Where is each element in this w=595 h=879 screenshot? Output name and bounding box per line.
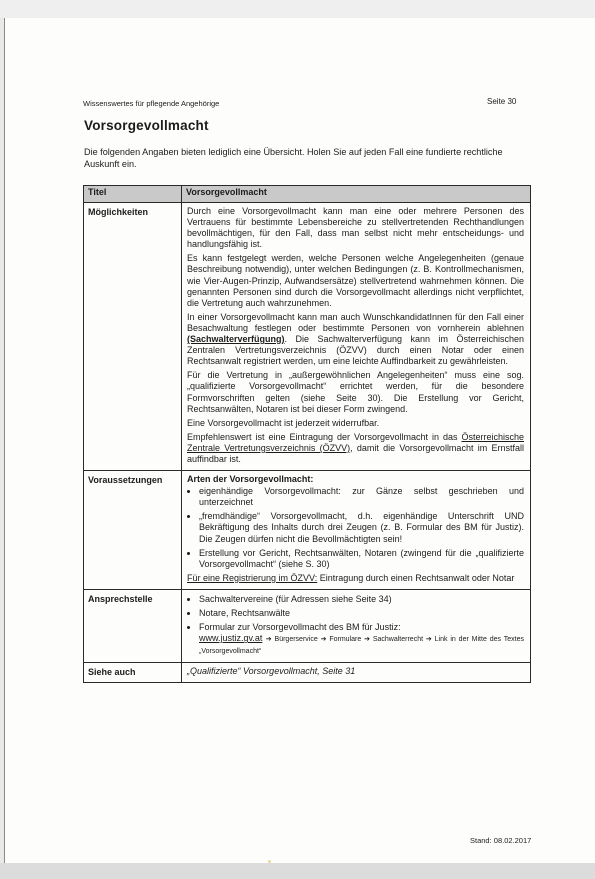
scan-spot xyxy=(268,860,271,863)
text-span: . Die Sachwalterverfügung kann im Österreichischen Zentralen Vertretungsverzeichnis (ÖZVV) durch einen Notar oder einen Rechtsanwalt registriert werden, um eine leichte Auffindbarkeit zu gewährleisten. xyxy=(187,334,524,367)
row-label-ansprechstelle: Ansprechstelle xyxy=(84,589,182,662)
scan-bottom-edge xyxy=(0,863,595,879)
text-span: , damit die Vorsorgevollmacht im Ernstfall auffindbar ist. xyxy=(187,442,524,464)
list-item xyxy=(199,622,524,657)
paragraph xyxy=(187,432,524,465)
running-header: Wissenswertes für pflegende Angehörige xyxy=(83,99,220,108)
text-span: In einer Vorsorgevollmacht kann man auch WunschkandidatInnen für den Fall einer Besachwaltung festlegen oder bestimmte Personen von vornherein ablehnen xyxy=(187,311,524,333)
table-row xyxy=(84,471,531,590)
text-span: Empfehlenswert ist eine Eintragung der Vorsorgevollmacht in das xyxy=(187,431,462,442)
paragraph: Durch eine Vorsorgevollmacht kann man eine oder mehrere Personen des Vertrauens für bestimmte Lebensbereiche zu stellvertretenden Rechthandlungen bevollmächtigen, für den Fall, dass man selbst nicht mehr entscheidungs- und handlungsfähig ist. xyxy=(187,206,524,250)
list-item: • „fremdhändige“ Vorsorgevollmacht, d.h. eigenhändige Unterschrift UND Bekräftigung des Inhalts durch drei Zeugen (z. B. Formular des BM für Justiz). Die Zeugen dürfen nicht die Bevollmächtigten sein! xyxy=(199,511,524,544)
list-item: • Erstellung vor Gericht, Rechtsanwälten, Notaren (zwingend für die „qualifizierte Vorsorgevollmacht“ (siehe S. 30) xyxy=(199,548,524,570)
paragraph: Eine Vorsorgevollmacht ist jederzeit widerrufbar. xyxy=(187,417,380,428)
justiz-link[interactable]: www.justiz.gv.at xyxy=(199,633,263,644)
list-item: • Notare, Rechtsanwälte xyxy=(199,608,524,619)
scan-top-edge xyxy=(0,0,595,18)
list-item: • Sachwaltervereine (für Adressen siehe Seite 34) xyxy=(199,594,524,605)
column-header-vorsorgevollmacht: Vorsorgevollmacht xyxy=(182,186,531,203)
navigation-path: ➔ Bürgerservice ➔ Formulare ➔ Sachwalterrecht ➔ Link in der Mitte des Textes „Vorsorgevollmacht“ xyxy=(199,636,524,656)
bullet-list xyxy=(187,594,524,657)
row-label-moeglichkeiten: Möglichkeiten xyxy=(84,203,182,471)
page-title: Vorsorgevollmacht xyxy=(84,118,209,133)
row-content-siehe-auch: „Qualifizierte“ Vorsorgevollmacht, Seite 31 xyxy=(182,663,531,683)
intro-text: Die folgenden Angaben bieten lediglich eine Übersicht. Holen Sie auf jeden Fall eine fundierte rechtliche Auskunft ein. xyxy=(84,147,503,169)
date-stamp: Stand: 08.02.2017 xyxy=(470,836,532,845)
table-row xyxy=(84,203,531,471)
row-label-voraussetzungen: Voraussetzungen xyxy=(84,471,182,590)
paragraph xyxy=(187,312,524,367)
row-content-voraussetzungen xyxy=(182,471,531,590)
paragraph xyxy=(187,573,524,584)
row-content-ansprechstelle xyxy=(182,589,531,662)
row-label-siehe-auch: Siehe auch xyxy=(84,663,182,683)
oezvv-link[interactable]: Österreichische Zentrale Vertretungsverzeichnis (ÖZVV) xyxy=(187,431,524,453)
paragraph: Es kann festgelegt werden, welche Personen welche Angelegenheiten (genaue Beschreibung notwendig), unter welchen Bedingungen (z. B. Kontrollmechanismen, wie Vier-Augen-Prinzip, Aufwandsersätze) stellvertretend wahrnehmen können. Die genannten Personen sind durch die Vorsorgevollmacht allerdings nicht verpflichtet, die Vertretung auch wahrzunehmen. xyxy=(187,253,524,308)
paragraph: Für die Vertretung in „außergewöhnlichen Angelegenheiten“ muss eine sog. „qualifizierte Vorsorgevollmacht“ errichtet werden, für die besondere Formvorschriften gelten (siehe Seite 30). Die Erstellung vor Gericht, Rechtsanwälten, Notaren ist bei dieser Form zwingend. xyxy=(187,370,524,414)
column-header-titel: Titel xyxy=(84,186,182,203)
text-span: Formular zur Vorsorgevollmacht des BM für Justiz: xyxy=(199,622,401,633)
info-table xyxy=(83,185,531,683)
table-header-row xyxy=(84,186,531,203)
list-item: • eigenhändige Vorsorgevollmacht: zur Gänze selbst geschrieben und unterzeichnet xyxy=(199,486,524,508)
text-span: Eintragung durch einen Rechtsanwalt oder Notar xyxy=(317,572,515,583)
table-row xyxy=(84,663,531,683)
bullet-list xyxy=(187,486,524,570)
sachwalterverfuegung-link[interactable]: (Sachwalterverfügung) xyxy=(187,334,285,345)
page-number: Seite 30 xyxy=(487,97,517,106)
registrierung-link[interactable]: Für eine Registrierung im ÖZVV: xyxy=(187,572,318,583)
row-content-moeglichkeiten xyxy=(182,203,531,471)
section-heading: Arten der Vorsorgevollmacht: xyxy=(187,474,314,485)
table-row xyxy=(84,589,531,662)
